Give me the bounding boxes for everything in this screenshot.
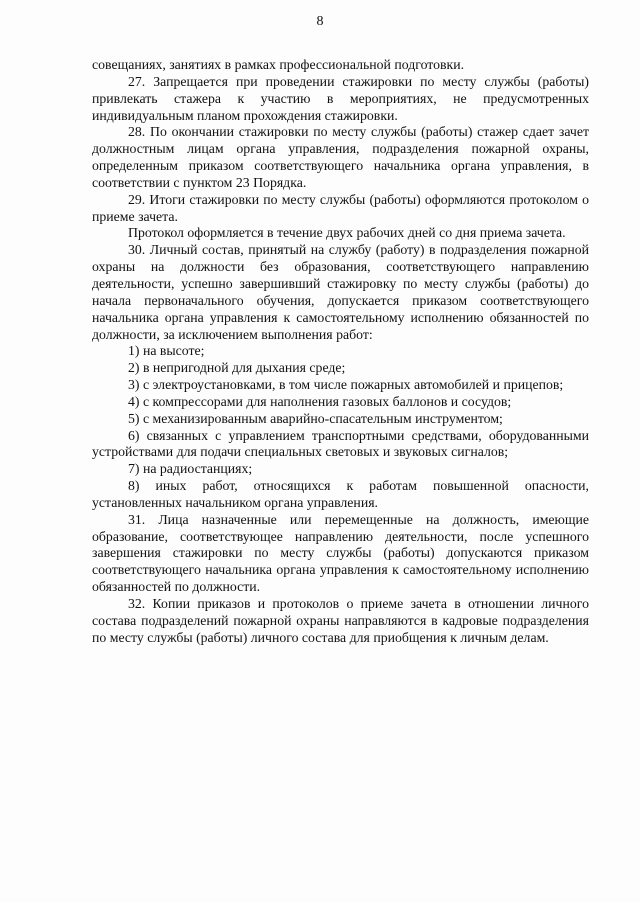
list-item: 1) на высоте; xyxy=(128,343,205,359)
paragraph: 31. Лица назначенные или перемещенные на должность, имеющие образование, соответствующее направлению деятельности, после успешного завершения стажировки по месту службы (работы) допускаются приказом соответствующего начальника органа управления к самостоятельному исполнению обязанностей по должности. xyxy=(92,511,589,595)
list-item: 8) иных работ, относящихся к работам повышенной опасности, установленных начальником органа управления. xyxy=(92,478,589,510)
list-item: 3) с электроустановками, в том числе пожарных автомобилей и прицепов; xyxy=(128,377,564,393)
paragraph: 29. Итоги стажировки по месту службы (работы) оформляются протоколом о приеме зачета. xyxy=(92,191,589,224)
list-item: 2) в непригодной для дыхания среде; xyxy=(128,360,346,376)
list-item: 4) с компрессорами для наполнения газовых баллонов и сосудов; xyxy=(128,393,512,409)
paragraph: 27. Запрещается при проведении стажировки по месту службы (работы) привлекать стажера к участию в мероприятиях, не предусмотренных индивидуальным планом прохождения стажировки. xyxy=(92,73,589,123)
paragraph: 28. По окончании стажировки по месту службы (работы) стажер сдает зачет должностным лицам органа управления, подразделения пожарной охраны, определенным приказом соответствующего начальника органа управления, в соответствии с пунктом 23 Порядка. xyxy=(92,124,589,190)
paragraph: 32. Копии приказов и протоколов о приеме зачета в отношении личного состава подразделений пожарной охраны направляются в кадровые подразделения по месту службы (работы) личного состава для приобщения к личным делам. xyxy=(92,596,589,645)
list-item: 7) на радиостанциях; xyxy=(128,461,253,477)
list-item: 6) связанных с управлением транспортными средствами, оборудованными устройствами для подачи специальных световых и звуковых сигналов; xyxy=(92,427,589,460)
document-body xyxy=(92,57,589,647)
list-item: 5) с механизированным аварийно-спасательным инструментом; xyxy=(128,410,503,426)
paragraph: 30. Личный состав, принятый на службу (работу) в подразделения пожарной охраны на должности без образования, соответствующего направлению деятельности, успешно завершивший стажировку по месту службы (работы) до начала первоначального обучения, допускается приказом соответствующего начальника органа управления к самостоятельному исполнению обязанностей по должности, за исключением выполнения работ: xyxy=(92,242,589,342)
paragraph: совещаниях, занятиях в рамках профессиональной подготовки. xyxy=(92,57,465,72)
page-number: 8 xyxy=(316,14,324,29)
paragraph: Протокол оформляется в течение двух рабочих дней со дня приема зачета. xyxy=(128,225,566,241)
